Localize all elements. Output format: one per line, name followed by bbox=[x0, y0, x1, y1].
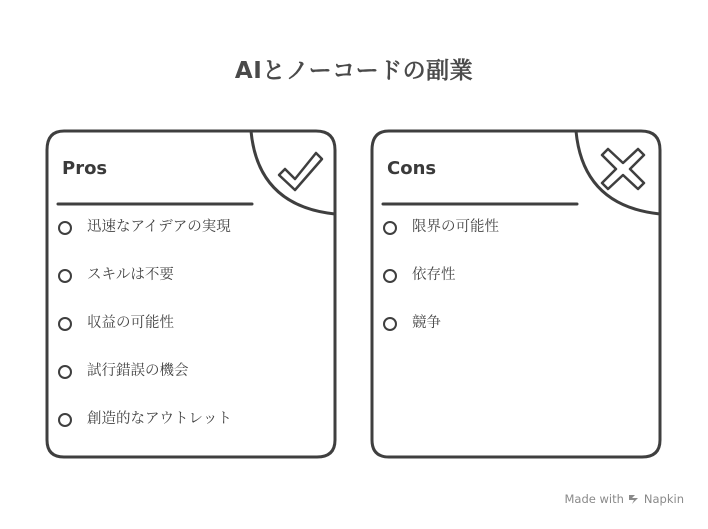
bullet-icon bbox=[58, 269, 72, 283]
bullet-icon bbox=[383, 221, 397, 235]
pros-item-text: 創造的なアウトレット bbox=[87, 411, 232, 427]
pros-card bbox=[46, 130, 336, 458]
pros-item-text: 試行錯誤の機会 bbox=[87, 363, 189, 379]
pros-list bbox=[58, 214, 232, 454]
list-item bbox=[383, 214, 499, 262]
list-item bbox=[58, 214, 232, 262]
pros-heading: Pros bbox=[62, 158, 108, 179]
bullet-icon bbox=[58, 413, 72, 427]
made-with-label: Made with bbox=[564, 492, 624, 506]
napkin-brand-label: Napkin bbox=[643, 492, 684, 506]
list-item bbox=[58, 310, 232, 358]
page-title: AIとノーコードの副業 bbox=[234, 58, 474, 84]
list-item bbox=[58, 358, 232, 406]
pros-item-text: 迅速なアイデアの実現 bbox=[87, 219, 231, 235]
pros-item-text: 収益の可能性 bbox=[87, 315, 174, 331]
checkmark-icon bbox=[275, 149, 325, 193]
cons-item-text: 依存性 bbox=[412, 267, 456, 283]
list-item bbox=[58, 262, 232, 310]
bullet-icon bbox=[58, 317, 72, 331]
cross-icon bbox=[598, 145, 648, 193]
bullet-icon bbox=[58, 365, 72, 379]
cons-list bbox=[383, 214, 499, 358]
bullet-icon bbox=[383, 317, 397, 331]
cons-card bbox=[371, 130, 661, 458]
cons-heading: Cons bbox=[387, 158, 437, 179]
cons-item-text: 限界の可能性 bbox=[412, 219, 499, 235]
napkin-logo-icon bbox=[628, 493, 640, 505]
pros-item-text: スキルは不要 bbox=[87, 267, 174, 283]
bullet-icon bbox=[58, 221, 72, 235]
made-with-napkin-credit[interactable] bbox=[565, 492, 685, 506]
list-item bbox=[58, 406, 232, 454]
list-item bbox=[383, 262, 499, 310]
bullet-icon bbox=[383, 269, 397, 283]
cons-item-text: 競争 bbox=[412, 315, 441, 331]
list-item bbox=[383, 310, 499, 358]
